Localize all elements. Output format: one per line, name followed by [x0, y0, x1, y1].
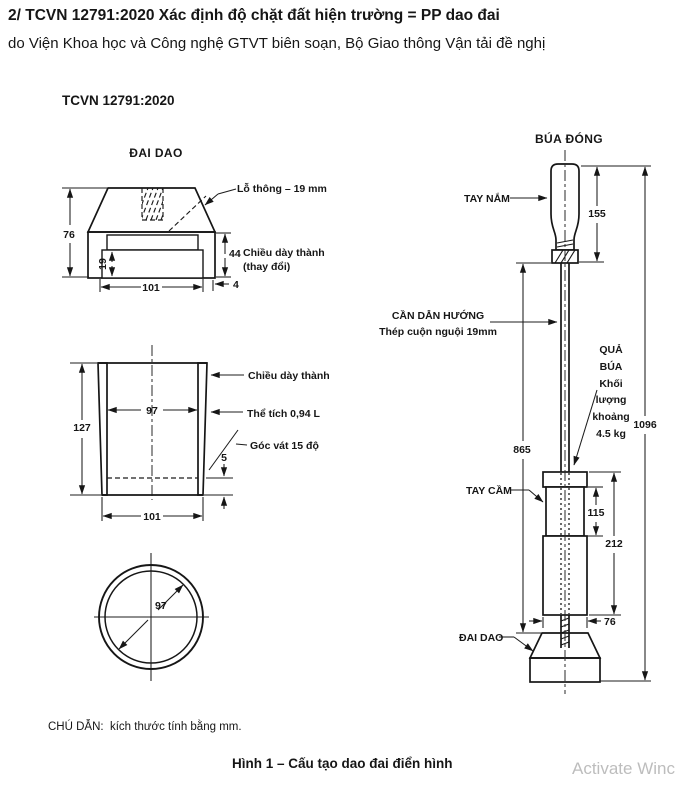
grip-height-dim: 115 — [587, 507, 605, 519]
ring-section-title: ĐAI DAO — [129, 146, 183, 160]
hammer-weight-label — [592, 343, 629, 440]
cylinder-inner-dia-dim: 97 — [146, 405, 158, 417]
attached-head-label: ĐAI DAO — [459, 632, 504, 644]
grip-label: TAY CẦM — [466, 485, 512, 497]
drive-hammer-drawing — [379, 131, 657, 694]
hammer-title: BÚA ĐÓNG — [534, 132, 604, 146]
activate-windows-watermark: Activate Winc — [572, 759, 675, 778]
ring-width-dim: 101 — [142, 282, 160, 294]
figure-caption: Hình 1 – Cấu tạo dao đai điển hình — [232, 756, 453, 771]
svg-text:QUẢ: QUẢ — [599, 344, 623, 356]
ring-height-dim: 76 — [63, 229, 75, 241]
cylinder-height-dim: 127 — [73, 422, 91, 434]
guide-rod-label-line1: CẦN DẪN HƯỚNG — [391, 310, 485, 322]
head-upper-recess — [107, 235, 198, 250]
head-lower-recess — [102, 250, 203, 278]
cutting-ring-section-drawing — [70, 345, 330, 523]
cylinder-wall-label: Chiều dày thành — [248, 370, 330, 382]
handle-label: TAY NẮM — [464, 193, 510, 205]
standard-number-label: TCVN 12791:2020 — [62, 93, 175, 108]
drop-height-dim: 865 — [513, 444, 531, 456]
cylinder-outer-dia-dim: 101 — [143, 511, 161, 523]
ring-band-dim: 44 — [229, 248, 241, 260]
ring-head-section-drawing — [62, 146, 327, 294]
wall-thickness-label-line2: (thay đổi) — [243, 261, 291, 273]
svg-text:Khối: Khối — [599, 378, 623, 390]
ring-step-dim: 19 — [97, 258, 109, 270]
cylinder-right-wall — [198, 363, 207, 495]
cylinder-left-wall — [98, 363, 107, 495]
document-subtitle: do Viện Khoa học và Công nghệ GTVT biên soạn, Bộ Giao thông Vận tải đề nghị — [8, 35, 546, 52]
circle-diameter-dim: 97 — [155, 600, 167, 612]
total-height-dim: 1096 — [633, 419, 657, 431]
ring-edge-dim: 4 — [233, 279, 239, 291]
document-title: 2/ TCVN 12791:2020 Xác định độ chặt đất hiện trường = PP dao đai — [8, 7, 500, 24]
bevel-height-dim: 5 — [221, 452, 227, 464]
cylinder-bevel-label: Góc vát 15 độ — [250, 440, 319, 452]
cylinder-volume-label: Thể tích 0,94 L — [247, 408, 320, 420]
svg-text:lượng: lượng — [595, 394, 627, 406]
svg-text:4.5 kg: 4.5 kg — [596, 428, 626, 440]
figure-note: CHÚ DẪN: kích thước tính bằng mm. — [48, 721, 242, 733]
handle-height-dim: 155 — [588, 208, 606, 220]
ring-top-view-drawing — [94, 553, 209, 681]
guide-rod-label-line2: Thép cuộn nguội 19mm — [379, 326, 497, 338]
body-dia-dim: 76 — [604, 616, 616, 628]
svg-text:BÚA: BÚA — [599, 361, 623, 373]
wall-thickness-label-line1: Chiều dày thành — [243, 247, 325, 259]
head-trapezoid-outline — [88, 188, 215, 232]
svg-text:khoảng: khoảng — [592, 411, 630, 423]
body-height-dim: 212 — [605, 538, 623, 550]
vent-hole-label: Lỗ thông – 19 mm — [237, 183, 327, 195]
